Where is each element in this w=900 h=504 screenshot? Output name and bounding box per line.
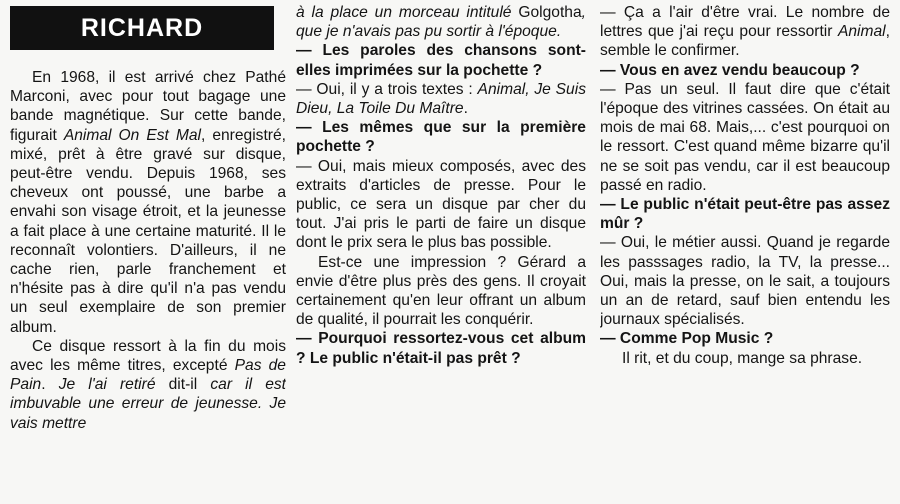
intro-text-rest: , enregistré, mixé, prêt à être gravé sur disque, peut-être vendu. Depuis 1968, ses cheveux ont poussé, une barbe a envahi son visage étroit, et la jeunesse a fait place à une certaine maturité. Il le reconnaît volontiers. D'ailleurs, il ne cache rien, parle franchement et n'hésite pas à dire qu'il n'a pas vendu un seul exemplaire de son premier album. bbox=[10, 126, 286, 336]
second-text-b: . bbox=[41, 376, 59, 394]
column-2 bbox=[296, 0, 586, 504]
album-title: Animal On Est Mal bbox=[63, 126, 201, 144]
question-7: — Comme Pop Music ? bbox=[600, 330, 774, 348]
question-4: — Pourquoi ressortez-vous cet album ? Le public n'était-il pas prêt ? bbox=[296, 330, 586, 367]
answer-3: — Oui, mais mieux composés, avec des extraits d'articles de presse. Pour le public, ce sera un disque par cher du tout. J'ai pris le parti de faire un disque dont le prix sera le plus bas possible. bbox=[296, 157, 586, 252]
quote-1: Je l'ai retiré bbox=[58, 376, 156, 394]
answer-2-b: . bbox=[463, 100, 468, 118]
second-text-c: dit-il bbox=[155, 376, 211, 394]
second-text-a: Ce disque ressort à la fin du mois avec les même titres, excepté bbox=[10, 337, 286, 375]
answer-1-song: Golgotha bbox=[518, 4, 582, 21]
answer-6: — Oui, le métier aussi. Quand je regarde les passsages radio, la TV, la presse... Oui, mais la presse, on le sait, a toujours un an de retard, sauf bien entendu les journaux spécialisés. bbox=[600, 234, 890, 329]
second-paragraph bbox=[10, 337, 286, 433]
answer-2-a: — Oui, il y a trois textes : bbox=[296, 80, 478, 98]
intro-paragraph bbox=[10, 68, 286, 337]
song-title: Pas de Pain bbox=[10, 357, 286, 394]
question-2: — Les paroles des chansons sont-elles imprimées sur la pochette ? bbox=[296, 42, 586, 79]
column-1 bbox=[10, 0, 286, 504]
question-3: — Les mêmes que sur la première pochette ? bbox=[296, 119, 586, 156]
answer-1 bbox=[296, 3, 586, 41]
answer-4 bbox=[600, 3, 890, 61]
quote-2: car il est imbuvable une erreur de jeunesse. Je vais mettre bbox=[10, 376, 286, 432]
intro-text: En 1968, il est arrivé chez Pathé Marconi, avec pour tout bagage une bande magnétique. Sur cette bande, figurait bbox=[10, 69, 286, 144]
answer-4-a: — Ça a l'air d'être vrai. Le nombre de lettres que j'ai reçu pour ressortir bbox=[600, 4, 890, 41]
article-heading: RICHARD bbox=[10, 6, 274, 50]
answer-5: — Pas un seul. Il faut dire que c'était l'époque des vitrines cassées. On était au mois de mai 68. Mais,... c'est pourquoi on le ressort. C'est quand même bizarre qu'il ne se soit pas vendu, car il est beaucoup passé en radio. bbox=[600, 80, 890, 194]
question-5: — Vous en avez vendu beaucoup ? bbox=[600, 61, 860, 79]
answer-2 bbox=[296, 80, 586, 118]
answer-2-titles: Animal, Je Suis Dieu, La Toile Du Maître bbox=[296, 80, 586, 118]
answer-1-italic: à la place un morceau intitulé bbox=[296, 4, 512, 21]
answer-1-italic-end: , que je n'avais pas pu sortir à l'époque. bbox=[296, 4, 586, 41]
narrative-paragraph: Est-ce une impression ? Gérard a envie d'être plus près des gens. Il croyait certainement qu'en leur offrant un album de qualité, il pourrait les conquérir. bbox=[296, 253, 586, 329]
question-6: — Le public n'était peut-être pas assez mûr ? bbox=[600, 196, 890, 233]
answer-4-b: , semble le confirmer. bbox=[600, 23, 890, 60]
answer-7: Il rit, et du coup, mange sa phrase. bbox=[622, 349, 863, 367]
answer-4-title: Animal bbox=[837, 23, 886, 41]
column-3 bbox=[600, 0, 890, 504]
